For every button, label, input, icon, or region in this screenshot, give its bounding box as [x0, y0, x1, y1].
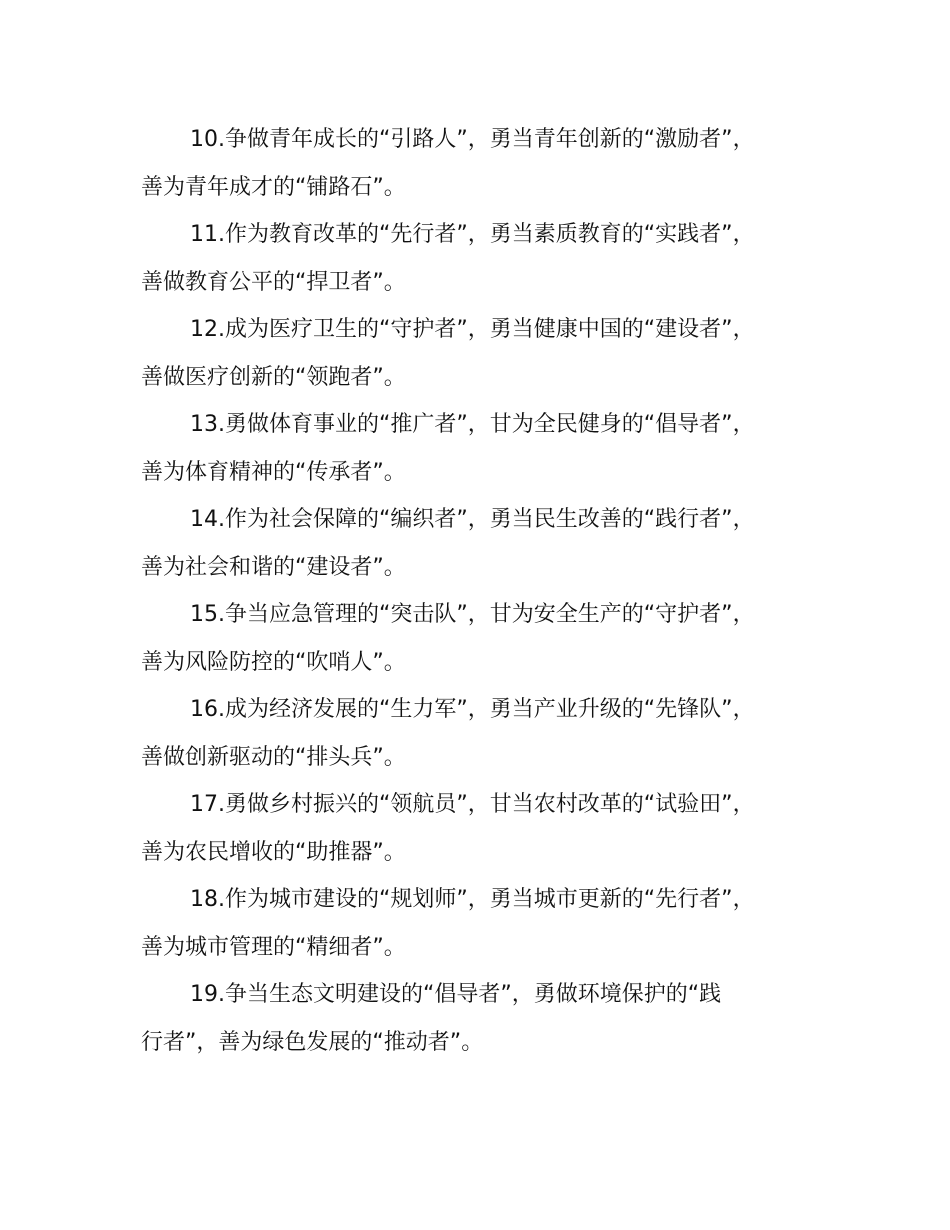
paragraph-17: [141, 781, 833, 876]
paragraph-12: [141, 306, 833, 401]
paragraph-line: 善为青年成才的“铺路石”。: [141, 174, 406, 200]
paragraph-line: 善为社会和谐的“建设者”。: [141, 554, 406, 580]
paragraph-16: [141, 686, 833, 781]
paragraph-line: 14.作为社会保障的“编织者”，勇当民生改善的“践行者”，: [190, 507, 755, 532]
paragraph-10: [141, 116, 833, 211]
paragraph-line: 15.争当应急管理的“突击队”，甘为安全生产的“守护者”，: [190, 602, 755, 627]
paragraph-line: 善为城市管理的“精细者”。: [141, 934, 406, 960]
paragraph-line: 11.作为教育改革的“先行者”，勇当素质教育的“实践者”，: [190, 222, 755, 247]
paragraph-line: 善为风险防控的“吹哨人”。: [141, 649, 406, 675]
document-body: [141, 116, 833, 1066]
paragraph-line: 行者”，善为绿色发展的“推动者”。: [141, 1029, 484, 1055]
paragraph-line: 善做教育公平的“捍卫者”。: [141, 269, 406, 295]
paragraph-line: 18.作为城市建设的“规划师”，勇当城市更新的“先行者”，: [190, 887, 755, 912]
paragraph-line: 10.争做青年成长的“引路人”，勇当青年创新的“激励者”，: [190, 127, 755, 152]
paragraph-line: 16.成为经济发展的“生力军”，勇当产业升级的“先锋队”，: [190, 697, 755, 722]
paragraph-line: 12.成为医疗卫生的“守护者”，勇当健康中国的“建设者”，: [190, 317, 755, 342]
paragraph-14: [141, 496, 833, 591]
paragraph-line: 善为体育精神的“传承者”。: [141, 459, 406, 485]
paragraph-line: 13.勇做体育事业的“推广者”，甘为全民健身的“倡导者”，: [190, 412, 755, 437]
paragraph-18: [141, 876, 833, 971]
paragraph-line: 善做创新驱动的“排头兵”。: [141, 744, 406, 770]
paragraph-11: [141, 211, 833, 306]
paragraph-19: [141, 971, 833, 1066]
paragraph-line: 19.争当生态文明建设的“倡导者”，勇做环境保护的“践: [190, 982, 722, 1007]
paragraph-line: 17.勇做乡村振兴的“领航员”，甘当农村改革的“试验田”，: [190, 792, 755, 817]
paragraph-13: [141, 401, 833, 496]
paragraph-line: 善做医疗创新的“领跑者”。: [141, 364, 406, 390]
paragraph-line: 善为农民增收的“助推器”。: [141, 839, 406, 865]
paragraph-15: [141, 591, 833, 686]
